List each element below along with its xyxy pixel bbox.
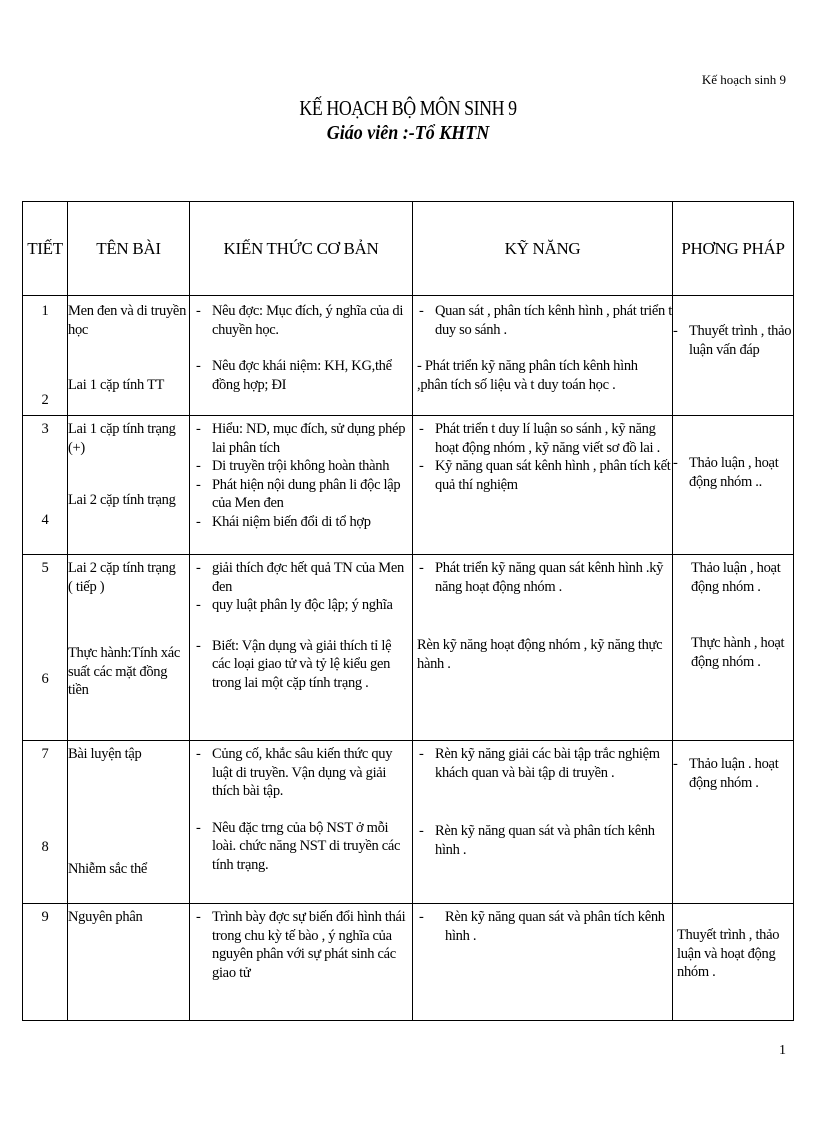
tiet-cell: [23, 416, 68, 555]
tiet-cell: [23, 904, 68, 1021]
phuong-phap-cell: [673, 555, 794, 741]
ten-bai-value: ( tiếp ): [68, 578, 105, 595]
ten-bai-value: Men đen và di truyền học: [68, 303, 187, 338]
bullet: -: [196, 819, 201, 836]
tiet-value: 7: [41, 746, 49, 762]
phuong-phap-item: Thuyết trình , thảo luận và hoạt động nhóm .: [677, 927, 780, 981]
tiet-value: 1: [41, 303, 49, 319]
kien-thuc-item: Hiểu: ND, mục đích, sử dụng phép lai phân tích: [212, 421, 406, 456]
header-kien-thuc: KIẾN THỨC CƠ BẢN: [190, 202, 413, 296]
bullet: -: [196, 597, 201, 614]
ky-nang-item: Rèn kỹ năng giải các bài tập trắc nghiệm khách quan và bài tập di truyền .: [435, 746, 660, 781]
bullet: -: [196, 303, 201, 319]
phuong-phap-cell: [673, 296, 794, 416]
bullet: -: [419, 560, 424, 576]
bullet: -: [419, 746, 424, 762]
tiet-value: 8: [41, 838, 49, 855]
tiet-cell: [23, 555, 68, 741]
kien-thuc-item: Nêu đặc trng của bộ NST ở mỗi loài. chức năng NST di truyền các tính trạng.: [212, 819, 401, 873]
tiet-value: 3: [41, 421, 49, 437]
kien-thuc-item: Trình bày đợc sự biến đổi hình thái trong chu kỳ tế bào , ý nghĩa của nguyên phân với sự phát sinh các giao tử: [212, 909, 406, 981]
kien-thuc-item: Khái niệm biến đổi di tổ hợp: [212, 513, 371, 530]
tiet-value: 5: [41, 560, 49, 576]
kien-thuc-item: Củng cố, khắc sâu kiến thức quy luật di truyền. Vận dụng và giải thích bài tập.: [212, 746, 393, 800]
document-title: KẾ HOẠCH BỘ MÔN SINH 9: [299, 96, 517, 120]
tiet-cell: [23, 296, 68, 416]
ky-nang-item: Rèn kỹ năng quan sát và phân tích kênh hình .: [435, 823, 655, 858]
table-row: [23, 555, 794, 741]
header-note: Kế hoạch sinh 9: [701, 72, 786, 87]
tiet-value: 4: [41, 511, 49, 528]
ten-bai-value: Nguyên phân: [68, 909, 143, 925]
ky-nang-item: Quan sát , phân tích kênh hình , phát triển t duy so sánh .: [435, 303, 672, 338]
ten-bai-cell: [68, 555, 190, 741]
ky-nang-cell: [413, 416, 673, 555]
ky-nang-cell: [413, 741, 673, 904]
phuong-phap-item: Thực hành , hoạt động nhóm .: [691, 635, 785, 670]
table-row: [23, 904, 794, 1021]
table-row: [23, 741, 794, 904]
ten-bai-value: Lai 2 cặp tính trạng: [68, 492, 176, 509]
bullet: -: [419, 909, 424, 925]
header-ten-bai: TÊN BÀI: [68, 202, 190, 296]
ky-nang-item: - Phát triển kỹ năng phân tích kênh hình ,phân tích số liệu và t duy toán học .: [417, 358, 638, 393]
ky-nang-cell: [413, 296, 673, 416]
kien-thuc-item: giải thích đợc hết quả TN của Men đen: [212, 560, 404, 595]
ten-bai-value: Lai 1 cặp tính trạng (+): [68, 421, 176, 456]
ky-nang-item: Kỹ năng quan sát kênh hình , phân tích kết quả thí nghiệm: [435, 458, 671, 493]
page-number: 1: [779, 1043, 786, 1058]
ten-bai-value: Thực hành:Tính xác suất các mặt đồng tiền: [68, 645, 180, 699]
kien-thuc-cell: [190, 741, 413, 904]
ky-nang-cell: [413, 904, 673, 1021]
bullet: -: [196, 746, 201, 762]
ky-nang-item: Rèn kỹ năng quan sát và phân tích kênh hình .: [445, 909, 665, 944]
ky-nang-item: Phát triển t duy lí luận so sánh , kỹ năng hoạt động nhóm , kỹ năng viết sơ đồ lai .: [435, 421, 660, 456]
phuong-phap-cell: [673, 904, 794, 1021]
bullet: -: [673, 323, 678, 339]
ky-nang-item: Phát triển kỹ năng quan sát kênh hình .kỹ năng hoạt động nhóm .: [435, 560, 664, 595]
phuong-phap-cell: [673, 741, 794, 904]
kien-thuc-item: Di truyền trội không hoàn thành: [212, 458, 390, 475]
kien-thuc-cell: [190, 555, 413, 741]
phuong-phap-cell: [673, 416, 794, 555]
kien-thuc-cell: [190, 296, 413, 416]
ten-bai-cell: [68, 904, 190, 1021]
ky-nang-cell: [413, 555, 673, 741]
bullet: -: [196, 458, 201, 475]
tiet-cell: [23, 741, 68, 904]
lesson-plan-table: [22, 201, 794, 1021]
table-row: [23, 416, 794, 555]
bullet: -: [673, 756, 678, 772]
bullet: -: [196, 513, 201, 530]
tiet-value: 9: [41, 909, 49, 925]
header-tiet: TIẾT: [23, 202, 68, 296]
bullet: -: [419, 421, 424, 437]
ten-bai-value: Lai 2 cặp tính trạng: [68, 560, 176, 576]
table-header-row: [23, 202, 794, 296]
document-subtitle: Giáo viên :-Tổ KHTN: [326, 122, 490, 144]
phuong-phap-item: Thuyết trình , thảo luận vấn đáp: [689, 323, 792, 358]
bullet: -: [196, 358, 201, 375]
bullet: -: [196, 909, 201, 925]
kien-thuc-item: quy luật phân ly độc lập; ý nghĩa: [212, 597, 393, 614]
ten-bai-value: Bài luyện tập: [68, 746, 142, 762]
bullet: -: [196, 637, 201, 654]
bullet: -: [196, 560, 201, 576]
bullet: -: [196, 476, 201, 493]
phuong-phap-item: Thảo luận , hoạt động nhóm .: [691, 560, 781, 595]
ten-bai-cell: [68, 741, 190, 904]
bullet: -: [419, 823, 424, 840]
bullet: -: [196, 421, 201, 437]
bullet: -: [419, 303, 424, 319]
kien-thuc-item: Phát hiện nội dung phân li độc lập của Men đen: [212, 476, 401, 512]
ten-bai-value: Lai 1 cặp tính TT: [68, 377, 165, 394]
ten-bai-cell: [68, 296, 190, 416]
phuong-phap-item: Thảo luận , hoạt động nhóm ..: [689, 455, 779, 490]
phuong-phap-item: Thảo luận . hoạt động nhóm .: [689, 756, 779, 791]
kien-thuc-cell: [190, 904, 413, 1021]
header-phuong-phap: PHƠNG PHÁP: [673, 202, 794, 296]
header-ky-nang: KỸ NĂNG: [413, 202, 673, 296]
table-row: [23, 296, 794, 416]
kien-thuc-item: Nêu đợc khái niệm: KH, KG,thể đồng hợp; ĐI: [212, 358, 392, 393]
ten-bai-cell: [68, 416, 190, 555]
ten-bai-value: Nhiễm sắc thể: [68, 860, 148, 877]
kien-thuc-item: Biết: Vận dụng và giải thích tỉ lệ các loại giao tử và tỷ lệ kiểu gen trong lai một cặp tính trạng .: [212, 637, 392, 691]
kien-thuc-cell: [190, 416, 413, 555]
tiet-value: 2: [41, 391, 49, 408]
ky-nang-item: Rèn kỹ năng hoạt động nhóm , kỹ năng thực hành .: [417, 637, 663, 672]
kien-thuc-item: Nêu đợc: Mục đích, ý nghĩa của di chuyền học.: [212, 303, 404, 338]
tiet-value: 6: [41, 670, 49, 687]
bullet: -: [419, 458, 424, 475]
bullet: -: [673, 455, 678, 471]
